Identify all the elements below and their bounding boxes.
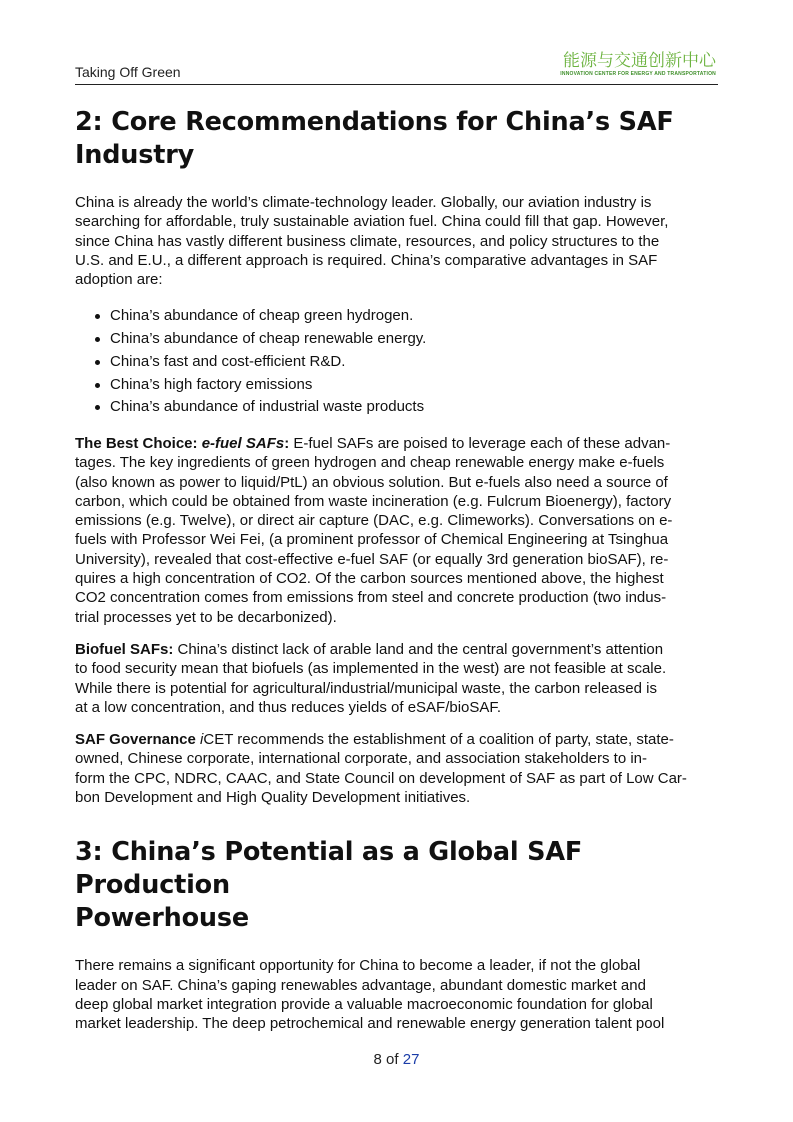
list-item	[75, 374, 720, 397]
bullet-icon	[95, 360, 100, 365]
best-choice-label-em: e-fuel SAFs	[201, 435, 285, 452]
paragraph-line: China’s distinct lack of arable land and the central government’s attention	[173, 640, 664, 658]
list-item-text: China’s fast and cost-efficient R&D.	[110, 352, 346, 370]
bullet-icon	[95, 314, 100, 319]
paragraph-line: tages. The key ingredients of green hydrogen and cheap renewable energy make e-fuels	[75, 454, 665, 472]
paragraph-line: at a low concentration, and thus reduces yields of eSAF/bioSAF.	[75, 698, 502, 716]
paragraph-line: bon Development and High Quality Development initiatives.	[75, 789, 471, 807]
list-item-text: China’s abundance of cheap renewable energy.	[110, 330, 427, 348]
governance-paragraph	[75, 730, 720, 807]
list-item	[75, 305, 720, 328]
paragraph-line: carbon, which could be obtained from waste incineration (e.g. Fulcrum Bioenergy), factory	[75, 492, 672, 510]
paragraph-line: owned, Chinese corporate, international corporate, and association stakeholders to in-	[75, 750, 648, 768]
document-title: Taking Off Green	[75, 64, 181, 80]
paragraph-line: fuels with Professor Wei Fei, (a prominent professor of Chemical Engineering at Tsinghua	[75, 531, 669, 549]
page-header	[75, 46, 718, 85]
paragraph-line: form the CPC, NDRC, CAAC, and State Council on development of SAF as part of Low Car-	[75, 769, 687, 787]
list-item	[75, 396, 720, 419]
governance-italic-i: i	[195, 731, 204, 749]
icet-logo	[560, 51, 716, 77]
paragraph-line: leader on SAF. China’s gaping renewables advantage, abundant domestic market and	[75, 976, 646, 994]
advantages-list	[75, 305, 720, 419]
logo-chinese-text: 能源与交通创新中心	[563, 51, 716, 71]
section-3-heading-line-1: 3: China’s Potential as a Global SAF Production	[75, 837, 583, 901]
best-choice-label-text: The Best Choice:	[75, 435, 202, 452]
page-footer	[0, 1051, 793, 1068]
section-3-heading	[75, 836, 720, 935]
paragraph-line: to food security mean that biofuels (as implemented in the west) are not feasible at scale.	[75, 660, 667, 678]
paragraph-line: quires a high concentration of CO2. Of the carbon sources mentioned above, the highest	[75, 570, 664, 588]
intro-line: since China has vastly different business climate, resources, and policy structures to the	[75, 232, 660, 250]
list-item-text: China’s abundance of industrial waste products	[110, 398, 425, 416]
paragraph-line: While there is potential for agricultural/industrial/municipal waste, the carbon released is	[75, 679, 657, 697]
paragraph-line: deep global market integration provide a valuable macroeconomic foundation for global	[75, 995, 653, 1013]
paragraph-line: E-fuel SAFs are poised to leverage each of these advan-	[289, 435, 671, 452]
best-choice-colon: :	[284, 435, 290, 452]
paragraph-line: CET recommends the establishment of a coalition of party, state, state-	[203, 731, 674, 749]
paragraph-line: CO2 concentration comes from emissions from steel and concrete production (two indus-	[75, 589, 667, 607]
section-2-heading	[75, 106, 720, 172]
intro-line: adoption are:	[75, 271, 163, 289]
biofuel-label: Biofuel SAFs:	[75, 640, 174, 658]
paragraph-line: There remains a significant opportunity for China to become a leader, if not the global	[75, 957, 641, 975]
total-pages-link[interactable]: 27	[402, 1051, 420, 1068]
paragraph-line: market leadership. The deep petrochemical and renewable energy generation talent pool	[75, 1015, 665, 1033]
section-3-paragraph	[75, 956, 720, 1033]
best-choice-paragraph	[75, 434, 720, 627]
page-of-label: of	[381, 1051, 403, 1068]
logo-english-text: INNOVATION CENTER FOR ENERGY AND TRANSPORTATION	[560, 71, 716, 77]
section-3-heading-line-2: Powerhouse	[75, 903, 249, 934]
section-2-intro	[75, 193, 720, 289]
intro-line: China is already the world’s climate-technology leader. Globally, our aviation industry is	[75, 194, 652, 211]
list-item-text: China’s high factory emissions	[110, 375, 313, 393]
biofuel-paragraph	[75, 640, 720, 717]
paragraph-line: trial processes yet to be decarbonized).	[75, 608, 337, 626]
list-item	[75, 328, 720, 351]
page-number: 8	[373, 1051, 382, 1068]
intro-line: searching for affordable, truly sustainable aviation fuel. China could fill that gap. However,	[75, 213, 669, 231]
bullet-icon	[95, 337, 100, 342]
bullet-icon	[95, 383, 100, 388]
page-content	[75, 106, 720, 1034]
governance-label: SAF Governance	[75, 731, 196, 749]
best-choice-label	[75, 435, 289, 452]
section-2-heading-line-2: Industry	[75, 140, 195, 170]
paragraph-line: emissions (e.g. Twelve), or direct air capture (DAC, e.g. Climeworks). Conversations on e-	[75, 512, 673, 530]
bullet-icon	[95, 405, 100, 410]
intro-line: U.S. and E.U., a different approach is required. China’s comparative advantages in SAF	[75, 251, 658, 269]
list-item-text: China’s abundance of cheap green hydrogen.	[110, 307, 414, 325]
paragraph-line: University), revealed that cost-effective e-fuel SAF (or equally 3rd generation bioSAF), re-	[75, 550, 669, 568]
paragraph-line: (also known as power to liquid/PtL) an obvious solution. But e-fuels also need a source of	[75, 473, 668, 491]
list-item	[75, 351, 720, 374]
section-2-heading-line-1: 2: Core Recommendations for China’s SAF	[75, 107, 674, 137]
